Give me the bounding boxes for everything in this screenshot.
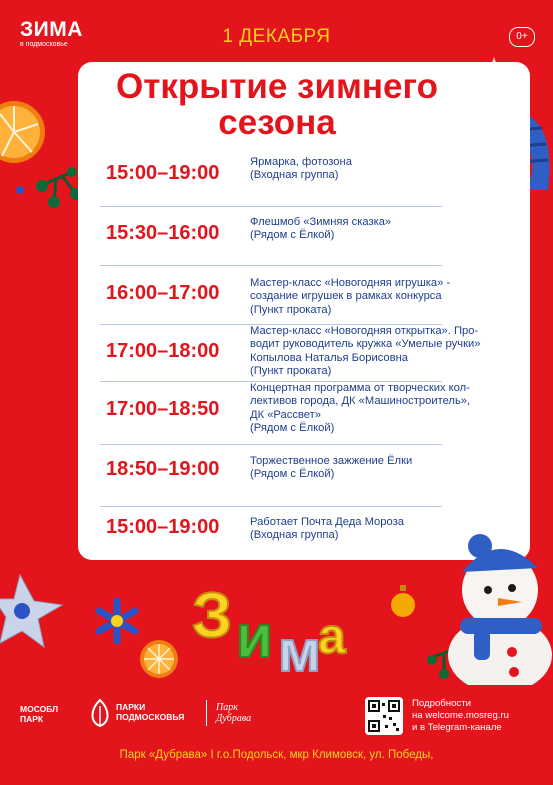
- page-title: [92, 69, 462, 141]
- row-description: [250, 156, 520, 183]
- desc-line: ДК «Рассвет»: [250, 408, 321, 421]
- title-line: сезона: [218, 103, 336, 142]
- svg-text:и: и: [236, 603, 273, 670]
- logo-subtitle: в подмосковье: [20, 41, 68, 48]
- park-address: Парк «Дубрава» I г.о.Подольск, мкр Климовск, ул. Победы,: [119, 749, 434, 761]
- info-line: Подробности: [412, 698, 471, 709]
- row-description: [250, 455, 520, 482]
- desc-line: создание игрушек в рамках конкурса: [250, 290, 442, 303]
- orange-slice-icon: [0, 96, 50, 166]
- desc-line: (Рядом с Ёлкой): [250, 468, 335, 481]
- svg-text:а: а: [318, 608, 346, 664]
- desc-line: водит руководитель кружка «Умелые ручки»: [250, 338, 481, 351]
- desc-line: Флешмоб «Зимняя сказка»: [250, 216, 392, 228]
- logo-text-line: Дубрава: [216, 713, 252, 724]
- logo-word: ЗИМА: [20, 18, 83, 41]
- info-line: на welcome.mosreg.ru: [412, 710, 510, 721]
- logo-text-line: МОСОБЛ: [20, 704, 59, 714]
- snowman-icon: [440, 520, 553, 685]
- row-time: 15:30–16:00: [106, 222, 220, 244]
- desc-line: Мастер-класс «Новогодняя открытка». Про-: [250, 325, 479, 337]
- event-date: 1 ДЕКАБРЯ: [222, 26, 331, 47]
- orange-slice-icon: [138, 638, 180, 680]
- desc-line: (Входная группа): [250, 169, 339, 182]
- desc-line: Мастер-класс «Новогодняя игрушка» -: [250, 277, 451, 289]
- row-description: [250, 382, 520, 436]
- desc-line: лективов города, ДК «Машиностроитель»,: [250, 395, 471, 408]
- dubrava-logo: [216, 702, 251, 724]
- confetti-dot: [16, 186, 24, 194]
- star-ornament-icon: [0, 565, 70, 655]
- row-time: 18:50–19:00: [106, 458, 220, 480]
- title-line: Открытие зимнего: [116, 67, 438, 106]
- desc-line: (Рядом с Ёлкой): [250, 422, 335, 435]
- desc-line: Концертная программа от творческих кол-: [250, 382, 470, 394]
- desc-line: Торжественное зажжение Ёлки: [250, 455, 413, 467]
- desc-line: (Рядом с Ёлкой): [250, 229, 335, 242]
- row-time: 16:00–17:00: [106, 282, 220, 304]
- logo-divider: [206, 700, 207, 726]
- snowflake-icon: [92, 596, 142, 646]
- row-time: 15:00–19:00: [106, 162, 220, 184]
- logo-text-line: ПАРКИ: [116, 702, 146, 712]
- svg-text:З: З: [192, 579, 233, 651]
- row-divider: [100, 444, 442, 445]
- mosoblpark-logo: [20, 704, 90, 724]
- row-divider: [100, 506, 442, 507]
- desc-line: Работает Почта Деда Мороза: [250, 516, 404, 528]
- more-info-text: [412, 698, 509, 734]
- logo-text: [116, 702, 184, 722]
- desc-line: Копылова Наталья Борисовна: [250, 351, 408, 364]
- row-description: [250, 216, 520, 243]
- row-divider: [100, 265, 442, 266]
- desc-line: (Пункт проката): [250, 365, 332, 378]
- row-time: 17:00–18:00: [106, 340, 220, 362]
- desc-line: (Пункт проката): [250, 303, 332, 316]
- tree-leaf-icon: [88, 698, 112, 728]
- bauble-icon: [390, 585, 416, 619]
- row-divider: [100, 206, 442, 207]
- age-rating-badge: 0+: [509, 27, 535, 47]
- qr-code[interactable]: [365, 697, 403, 735]
- zima-letters-art: [190, 575, 365, 680]
- logo-text-line: ПОДМОСКОВЬЯ: [116, 712, 185, 722]
- svg-text:м: м: [278, 619, 321, 680]
- row-time: 17:00–18:50: [106, 398, 220, 420]
- row-description: [250, 325, 520, 379]
- desc-line: (Входная группа): [250, 529, 339, 542]
- logo-text-line: ПАРК: [20, 714, 44, 724]
- parki-podmoskovya-logo: [88, 696, 218, 732]
- row-time: 15:00–19:00: [106, 516, 220, 538]
- desc-line: Ярмарка, фотозона: [250, 156, 352, 168]
- zima-3d-lettering: [190, 575, 365, 685]
- info-line: и в Telegram-канале: [412, 722, 502, 733]
- logo-text-line: Парк: [216, 702, 238, 713]
- row-description: [250, 277, 520, 317]
